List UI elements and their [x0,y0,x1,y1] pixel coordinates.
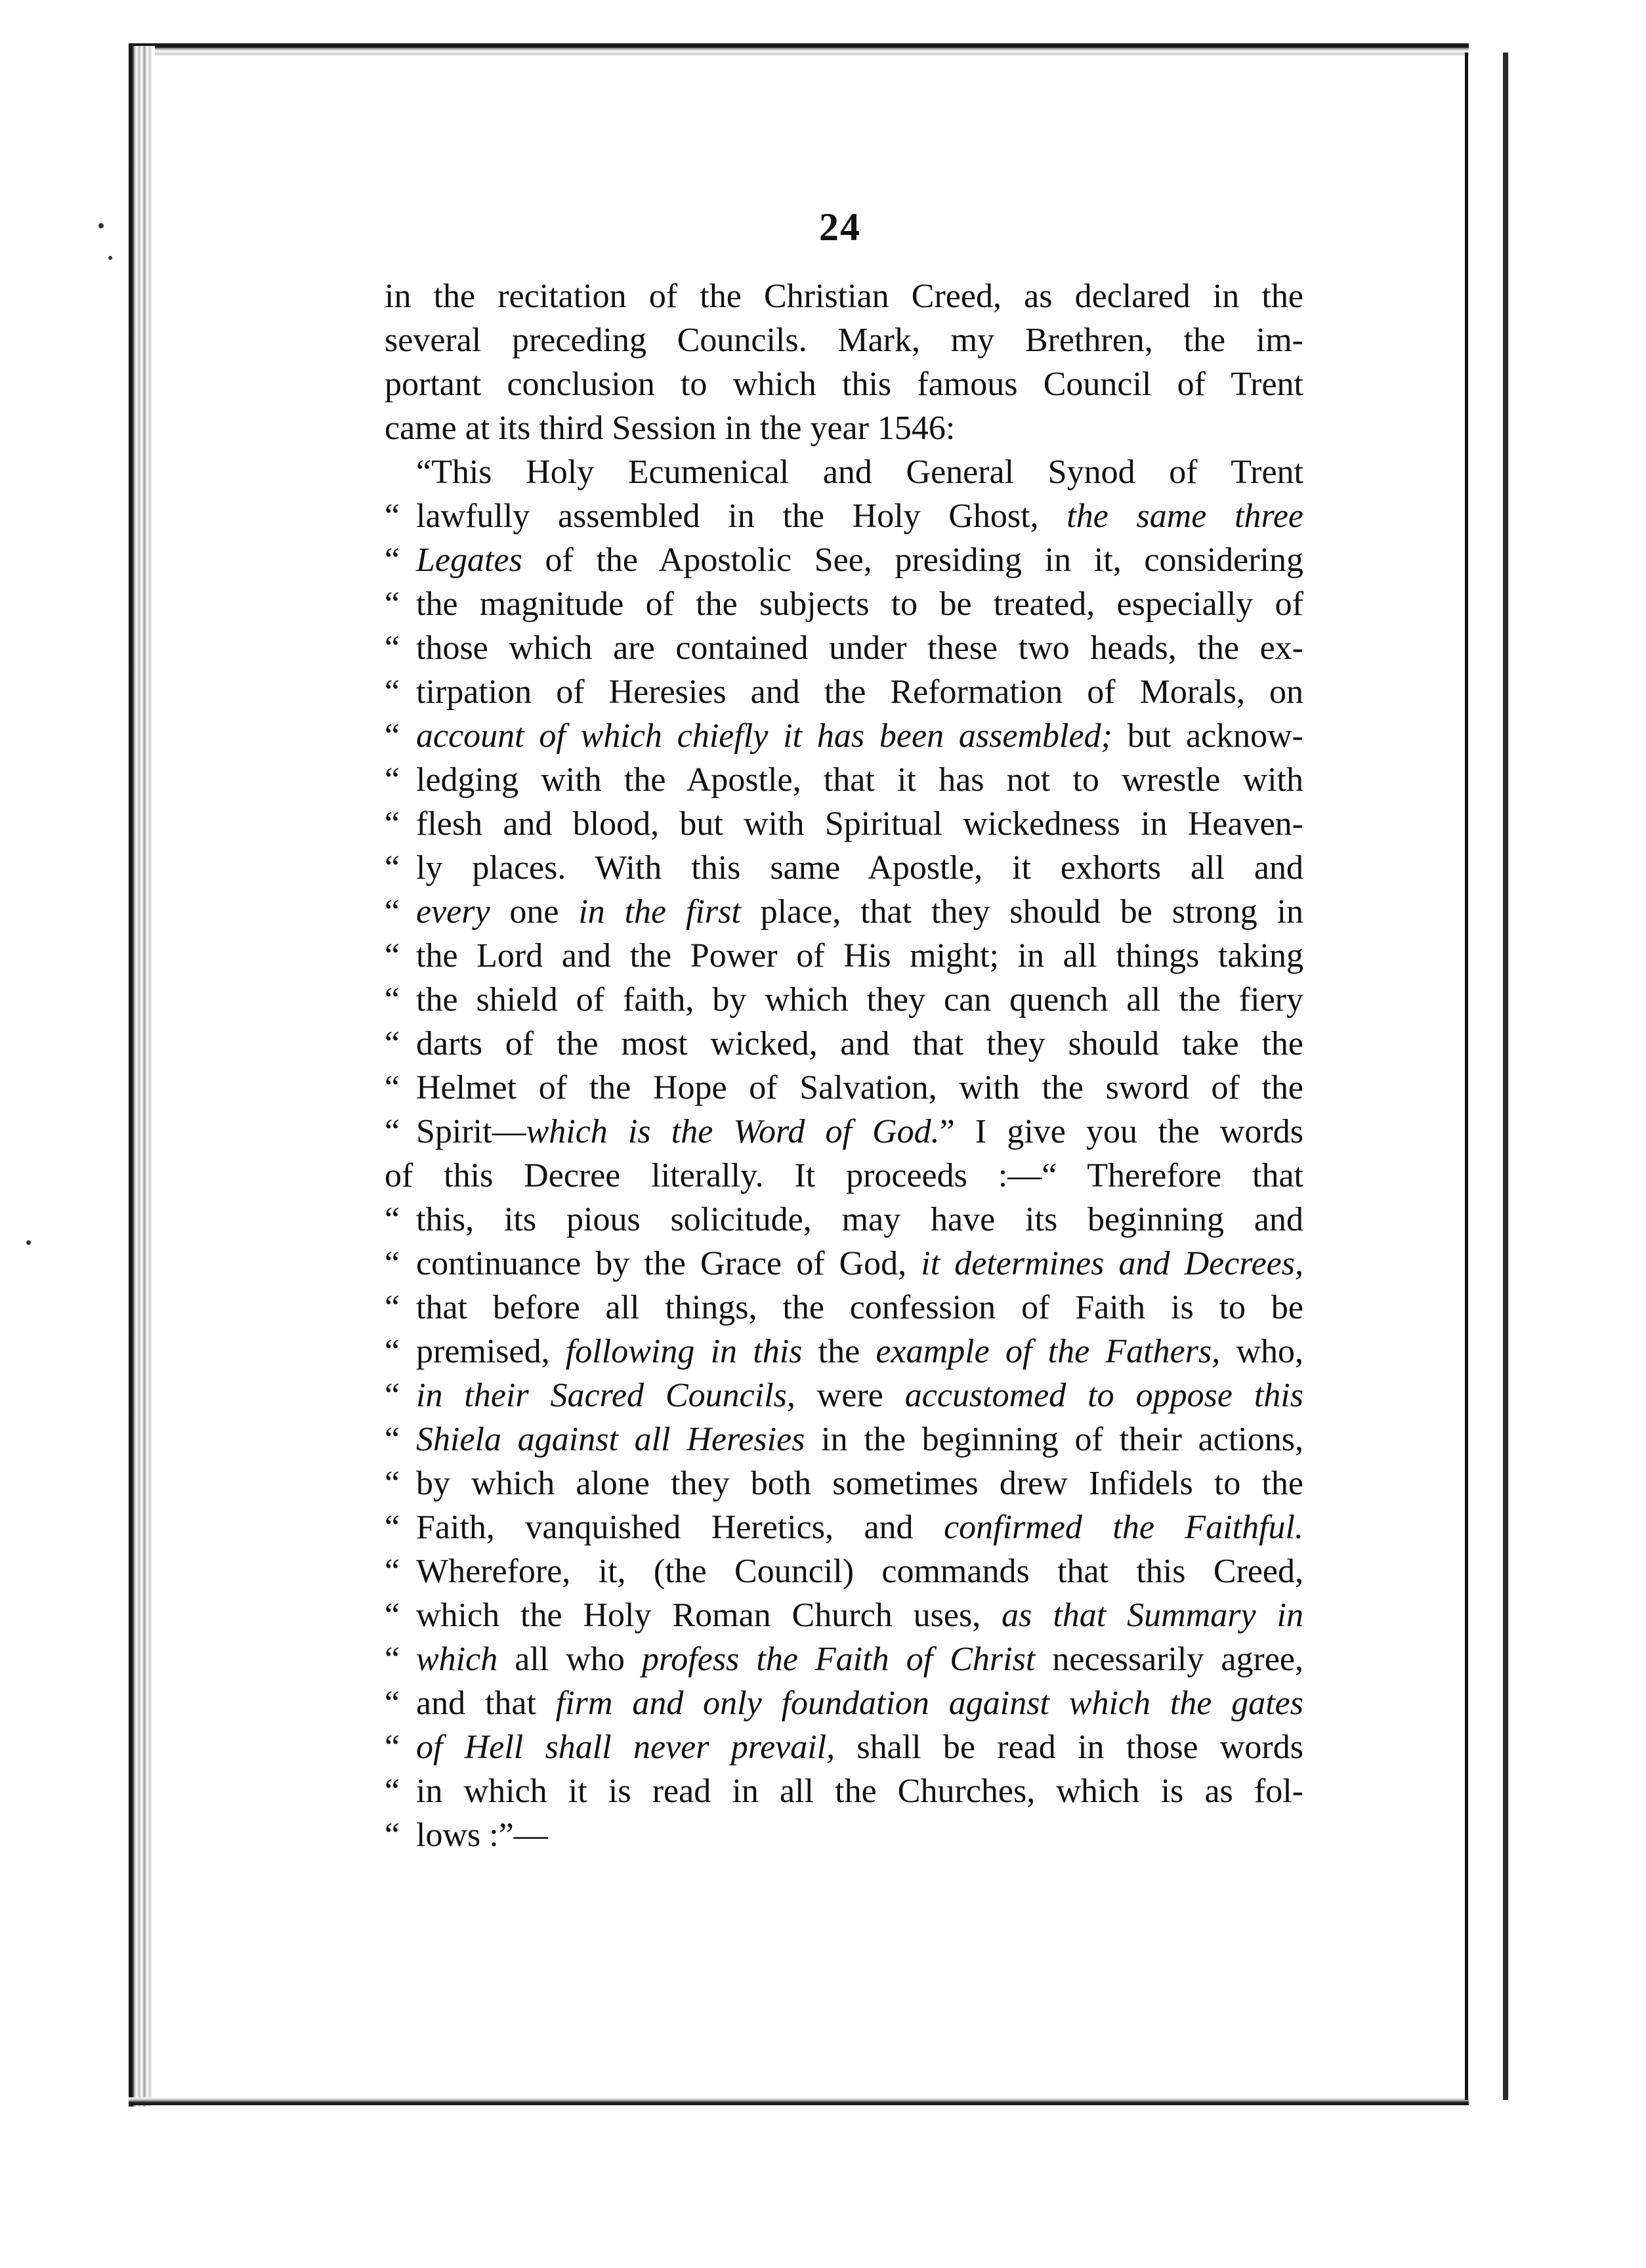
italic-text: example of the Fathers, [876,1333,1221,1370]
text-run: tirpation of Heresies and the Reformation of Morals, on [416,673,1303,711]
text-run: Helmet of the Hope of Salvation, with the sword of the [416,1069,1303,1106]
text-line [385,450,1303,494]
text-line [385,1505,1303,1549]
text-line [385,1022,1303,1066]
text-run: Spirit— [416,1113,526,1150]
text-line [385,538,1303,582]
italic-text: of Hell shall never prevail, [416,1729,835,1766]
italic-text: which is the Word of God. [526,1113,940,1150]
italic-text: as that Summary in [1002,1597,1304,1634]
text-run: Faith, vanquished Heretics, and [416,1509,944,1546]
text-line [385,1286,1303,1330]
text-line [385,714,1303,758]
text-run: ledging with the Apostle, that it has not to wrestle with [416,761,1303,799]
text-run: premised, [416,1333,566,1370]
quote-mark: “ [385,1289,400,1326]
quote-mark: “ [385,937,400,975]
text-run: those which are contained under these two heads, the ex- [416,629,1303,667]
text-run: all who [497,1641,642,1678]
text-run: the magnitude of the subjects to be treated, especially of [416,585,1303,623]
page-gutter-line [1465,52,1468,2100]
quote-mark: “ [385,585,400,623]
text-run: one [490,893,579,931]
text-run: portant conclusion to which this famous Council of Trent [385,366,1303,403]
text-line [385,406,1303,450]
text-run: flesh and blood, but with Spiritual wickedness in Heaven- [416,805,1303,843]
quote-mark: “ [385,805,400,843]
quote-mark: “ [385,1641,400,1678]
text-line [385,1418,1303,1461]
text-line [385,318,1303,362]
italic-text: in the first [578,893,741,931]
scan-speck [108,256,112,260]
quote-mark: “ [385,717,400,755]
italic-text: which [416,1641,498,1678]
text-line [385,362,1303,406]
text-line [385,582,1303,626]
text-run: ly places. With this same Apostle, it exhorts all and [416,849,1303,887]
text-run: who, [1220,1333,1303,1370]
page-number: 24 [819,205,861,249]
text-line [385,494,1303,538]
text-run: place, that they should be strong in [740,893,1303,931]
text-run: several preceding Councils. Mark, my Brethren, the im- [385,322,1303,359]
italic-text: in their Sacred Councils, [416,1377,795,1414]
text-run: of this Decree literally. It proceeds :—“ Therefore that [385,1157,1303,1194]
text-line [385,1769,1303,1813]
text-run: the shield of faith, by which they can quench all the fiery [416,981,1303,1018]
text-run: lawfully assembled in the Holy Ghost, [416,497,1067,535]
text-run: in which it is read in all the Churches, which is as fol- [416,1773,1303,1810]
text-run: continuance by the Grace of God, [416,1245,921,1282]
quote-mark: “ [385,761,400,799]
text-line [385,1637,1303,1681]
quote-mark: “ [385,1816,400,1854]
quote-mark: “ [385,673,400,711]
text-run: ” I give you the words [939,1113,1303,1150]
italic-text: firm and only foundation against which the gates [555,1685,1303,1722]
italic-text: profess the Faith of Christ [641,1641,1036,1678]
page-top-edge [129,43,1469,58]
text-line [385,1154,1303,1198]
text-run: shall be read in those words [835,1729,1303,1766]
text-run: lows :”— [416,1816,548,1854]
italic-text: the same three [1066,497,1304,535]
text-line [385,978,1303,1022]
italic-text: Shiela against all Heresies [416,1421,805,1458]
text-line [385,802,1303,846]
quote-mark: “ [385,1113,400,1150]
text-line [385,758,1303,802]
text-run: darts of the most wicked, and that they should take the [416,1025,1303,1062]
quote-mark: “ [385,1597,400,1634]
text-run: the [802,1333,876,1370]
quote-mark: “ [385,497,400,535]
quote-mark: “ [385,541,400,579]
page-binding-edge [129,46,155,2107]
text-run: by which alone they both sometimes drew Infidels to the [416,1465,1303,1502]
text-run: were [795,1377,905,1414]
text-run: in the recitation of the Christian Creed, as declared in the [385,278,1303,315]
body-text [385,274,1303,1857]
text-run: Wherefore, it, (the Council) commands that this Creed, [416,1553,1303,1590]
text-line [385,846,1303,890]
text-run: this, its pious solicitude, may have its beginning and [416,1201,1303,1238]
quote-mark: “ [385,1509,400,1546]
quote-mark: “ [385,1201,400,1238]
text-line [385,890,1303,934]
quote-mark: “ [385,1377,400,1414]
quote-mark: “ [385,629,400,667]
text-line [385,934,1303,978]
quote-mark: “ [385,1333,400,1370]
text-run: but acknow- [1112,717,1304,755]
quote-mark: “ [385,1465,400,1502]
text-line [385,1461,1303,1505]
text-line [385,274,1303,318]
scan-speck [26,1240,31,1245]
scan-speck [98,223,104,228]
quote-mark: “ [385,1553,400,1590]
text-line [385,1593,1303,1637]
quote-mark: “ [385,1069,400,1106]
text-line [385,626,1303,670]
text-line [385,1374,1303,1418]
quote-mark: “ [385,1245,400,1282]
text-line [385,1681,1303,1725]
text-run: and that [416,1685,556,1722]
quote-mark: “ [385,1773,400,1810]
quote-mark: “ [416,453,432,491]
text-line [385,1330,1303,1374]
text-line [385,1725,1303,1769]
text-line [385,1242,1303,1286]
italic-text: it determines and Decrees, [921,1245,1303,1282]
text-run: the Lord and the Power of His might; in all things taking [416,937,1303,975]
text-run: in the beginning of their actions, [805,1421,1303,1458]
quote-mark: “ [385,981,400,1018]
italic-text: following in this [565,1333,803,1370]
quote-mark: “ [385,1421,400,1458]
quote-mark: “ [385,1685,400,1722]
page-bottom-edge [129,2097,1469,2105]
text-run: necessarily agree, [1035,1641,1303,1678]
text-line [385,670,1303,714]
text-line [385,1813,1303,1857]
italic-text: every [416,893,490,931]
text-run: of the Apostolic See, presiding in it, considering [522,541,1303,579]
text-line [385,1066,1303,1110]
quote-mark: “ [385,849,400,887]
quote-mark: “ [385,1025,400,1062]
text-line [385,1198,1303,1242]
text-run: that before all things, the confession of Faith is to be [416,1289,1303,1326]
text-run: came at its third Session in the year 1546: [385,410,956,447]
quote-mark: “ [385,1729,400,1766]
quote-mark: “ [385,893,400,931]
text-line [385,1549,1303,1593]
italic-text: confirmed the Faithful. [944,1509,1303,1546]
facing-page-strip [1503,52,1508,2100]
italic-text: account of which chiefly it has been assembled; [416,717,1112,755]
text-run: This Holy Ecumenical and General Synod of Trent [431,453,1303,491]
text-run: which the Holy Roman Church uses, [416,1597,1002,1634]
italic-text: Legates [416,541,522,579]
text-line [385,1110,1303,1154]
italic-text: accustomed to oppose this [904,1377,1303,1414]
